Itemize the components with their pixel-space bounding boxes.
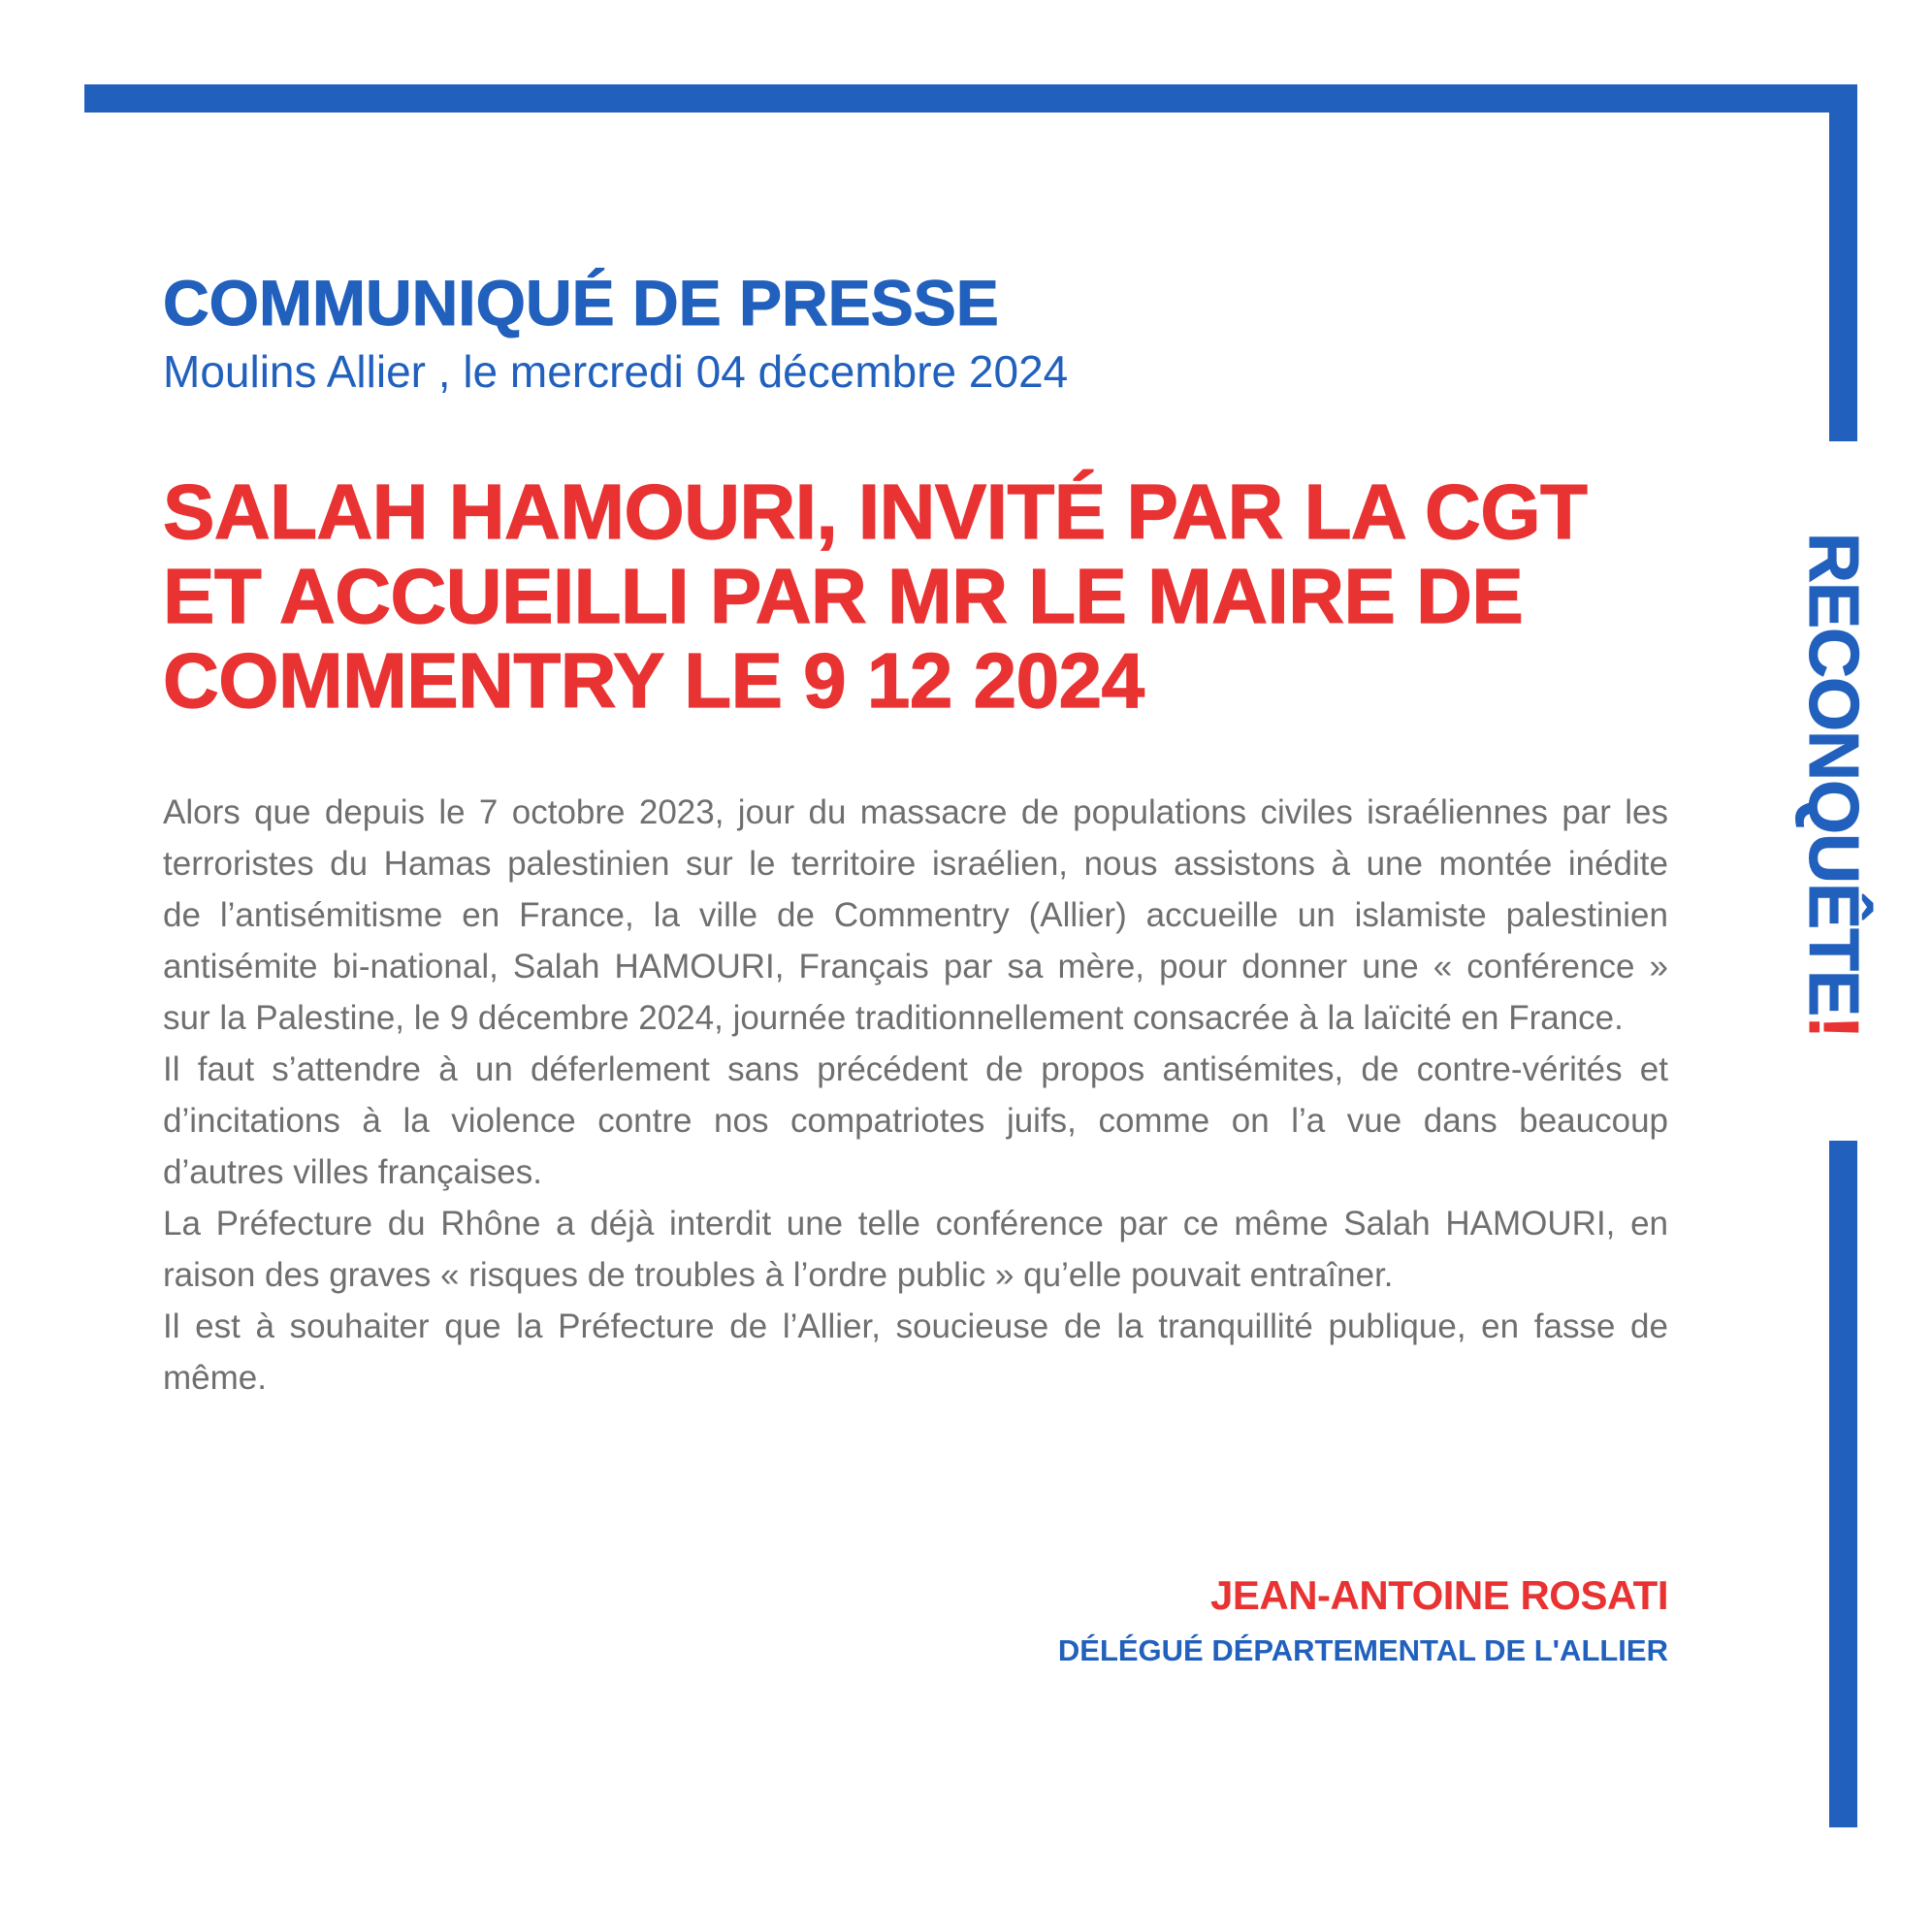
body-line: terroristes du Hamas palestinien sur le territoire israélien, nous assistons à une montée inédite bbox=[163, 845, 1668, 883]
logo-exclamation-mark: ! bbox=[1794, 1016, 1872, 1039]
signatory-name: JEAN-ANTOINE ROSATI bbox=[1210, 1572, 1668, 1618]
reconquete-logo bbox=[1794, 533, 1872, 1039]
body-paragraph bbox=[163, 787, 1668, 1044]
headline bbox=[163, 469, 1587, 723]
body-line: La Préfecture du Rhône a déjà interdit une telle conférence par ce même Salah HAMOURI, en bbox=[163, 1205, 1668, 1243]
body-line: Il est à souhaiter que la Préfecture de l’Allier, soucieuse de la tranquillité publique, en fasse de bbox=[163, 1308, 1668, 1345]
document-title: COMMUNIQUÉ DE PRESSE bbox=[163, 267, 999, 339]
headline-line: ET ACCUEILLI PAR MR LE MAIRE DE bbox=[163, 553, 1524, 639]
body-line: même. bbox=[163, 1359, 267, 1397]
body-line: Il faut s’attendre à un déferlement sans précédent de propos antisémites, de contre-vérités et bbox=[163, 1050, 1668, 1088]
dateline: Moulins Allier , le mercredi 04 décembre 2024 bbox=[163, 346, 1069, 397]
body-line: d’autres villes françaises. bbox=[163, 1153, 542, 1191]
body-paragraph bbox=[163, 1198, 1668, 1301]
body-line: raison des graves « risques de troubles à l’ordre public » qu’elle pouvait entraîner. bbox=[163, 1256, 1394, 1294]
body-paragraph bbox=[163, 1044, 1668, 1198]
body-line: antisémite bi-national, Salah HAMOURI, Français par sa mère, pour donner une « conférence » bbox=[163, 948, 1668, 985]
right-border-bar-upper bbox=[1829, 84, 1857, 441]
headline-line: SALAH HAMOURI, INVITÉ PAR LA CGT bbox=[163, 468, 1588, 555]
body-line: Alors que depuis le 7 octobre 2023, jour du massacre de populations civiles israéliennes par les bbox=[163, 793, 1668, 831]
logo-wordmark: RECONQUÊTE bbox=[1794, 533, 1872, 1017]
body-line: d’incitations à la violence contre nos compatriotes juifs, comme on l’a vue dans beaucoup bbox=[163, 1102, 1668, 1140]
right-border-bar-lower bbox=[1829, 1141, 1857, 1827]
body-paragraph bbox=[163, 1301, 1668, 1404]
top-border-bar bbox=[84, 84, 1857, 113]
body-line: de l’antisémitisme en France, la ville de Commentry (Allier) accueille un islamiste palestinien bbox=[163, 896, 1668, 934]
headline-line: COMMENTRY LE 9 12 2024 bbox=[163, 637, 1144, 724]
press-release-body bbox=[163, 787, 1668, 1404]
signatory-role: DÉLÉGUÉ DÉPARTEMENTAL DE L'ALLIER bbox=[1057, 1633, 1668, 1667]
body-line: sur la Palestine, le 9 décembre 2024, journée traditionnellement consacrée à la laïcité en France. bbox=[163, 999, 1624, 1037]
